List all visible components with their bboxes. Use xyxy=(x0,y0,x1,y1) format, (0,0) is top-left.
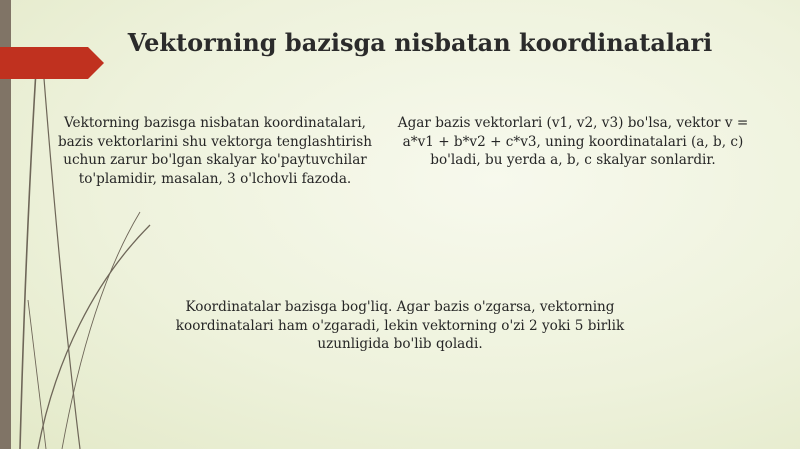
paragraph-right: Agar bazis vektorlari (v1, v2, v3) bo'lsa, vektor v = a*v1 + b*v2 + c*v3, uning koordinatalari (a, b, c) bo'ladi, bu yerda a, b, c skalyar sonlardir. xyxy=(397,115,749,168)
paragraph-bottom: Koordinatalar bazisga bog'liq. Agar bazis o'zgarsa, vektorning koordinatalari ham o'zgaradi, lekin vektorning o'zi 2 yoki 5 birlik uzunligida bo'lib qoladi. xyxy=(175,299,625,352)
curve-line-4 xyxy=(62,212,140,449)
paragraph-left: Vektorning bazisga nisbatan koordinatalari, bazis vektorlarini shu vektorga tenglashtirish uchun zarur bo'lgan skalyar ko'paytuvchilar to'plamidir, masalan, 3 o'lchovli fazoda. xyxy=(57,115,373,187)
title-arrow-shape xyxy=(0,0,106,80)
curve-line-1 xyxy=(20,70,36,449)
curve-line-5 xyxy=(28,300,46,449)
curve-line-3 xyxy=(38,225,150,449)
slide-title: Vektorning bazisga nisbatan koordinatalari xyxy=(127,28,713,57)
